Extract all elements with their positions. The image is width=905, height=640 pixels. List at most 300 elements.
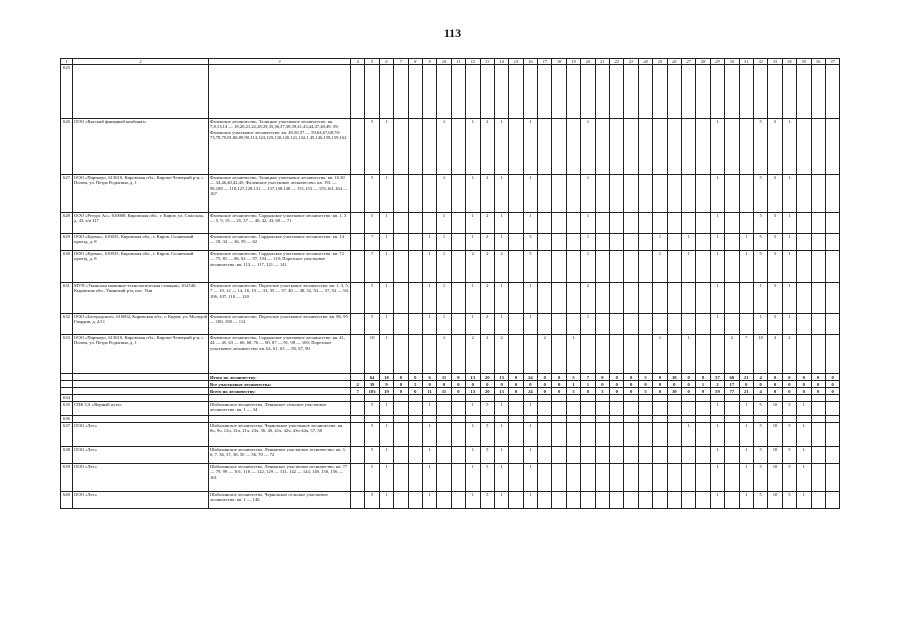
value-cell [538,447,552,464]
value-cell [797,395,811,402]
value-cell: 1 [753,314,767,335]
total-value-cell: 10 [667,374,681,381]
value-cell [739,119,753,175]
total-value-cell: 11 [437,374,451,381]
value-cell [379,416,393,423]
value-cell: 2 [581,283,595,314]
table-row [61,314,840,335]
value-cell: 1 [653,335,667,374]
total-value-cell: 0 [480,381,494,388]
value-cell [610,447,624,464]
total-value-cell: 0 [538,374,552,381]
value-cell [351,423,365,447]
value-cell [696,234,710,251]
value-cell [696,395,710,402]
value-cell: 1 [523,492,537,509]
value-cell [509,213,523,234]
total-value-cell: 13 [494,374,508,381]
total-value-cell: 0 [509,374,523,381]
value-cell [696,416,710,423]
value-cell [653,447,667,464]
value-cell: 1 [710,234,724,251]
value-cell: 1 [379,283,393,314]
value-cell: 5 [365,314,379,335]
value-cell [681,447,695,464]
value-cell [451,423,465,447]
value-cell: 5 [768,314,782,335]
value-cell: 2 [480,234,494,251]
total-value-cell: 8 [581,388,595,395]
value-cell [811,447,825,464]
value-cell [667,234,681,251]
value-cell [437,402,451,416]
value-cell [408,314,422,335]
value-cell [552,234,566,251]
value-cell [725,416,739,423]
total-value-cell: 0 [681,388,695,395]
location-cell: Фаленское лесничество, Сардыкское участковое лесничество: кв. 72 — 75, 81 — 86, 92 — 97, 104 — 110; Порезское участковое лесничество: кв. 113 — 117, 121 — 141 [209,251,351,283]
value-cell [494,416,508,423]
value-cell: 5 [782,402,796,416]
total-value-cell: 0 [825,381,839,388]
totals-label: Всего по лесничеству: [209,388,351,395]
value-cell: 1 [379,175,393,213]
value-cell: 5 [782,423,796,447]
value-cell [552,402,566,416]
value-cell [624,175,638,213]
value-cell [408,423,422,447]
value-cell [408,395,422,402]
value-cell [739,213,753,234]
column-number: 20 [581,59,595,65]
organization-cell [73,65,209,119]
value-cell: 1 [739,234,753,251]
total-value-cell: 0 [408,374,422,381]
value-cell [437,395,451,402]
value-cell [451,464,465,492]
total-value-cell: 0 [437,381,451,388]
value-cell [509,416,523,423]
value-cell: 10 [768,402,782,416]
total-value-cell: 64 [365,374,379,381]
value-cell [653,464,667,492]
value-cell [365,395,379,402]
value-cell: 1 [681,234,695,251]
value-cell [797,283,811,314]
total-value-cell: 24 [523,388,537,395]
value-cell: 1 [797,464,811,492]
value-cell [538,251,552,283]
value-cell [365,65,379,119]
value-cell [451,213,465,234]
value-cell: 1 [379,234,393,251]
value-cell [667,447,681,464]
value-cell: 1 [566,335,580,374]
value-cell [610,314,624,335]
row-number: 628 [61,213,73,234]
total-value-cell: 3 [595,388,609,395]
value-cell [581,402,595,416]
value-cell [538,234,552,251]
value-cell [408,283,422,314]
value-cell: 1 [710,283,724,314]
value-cell [494,395,508,402]
value-cell: 10 [365,335,379,374]
value-cell: 1 [710,402,724,416]
value-cell [624,492,638,509]
value-cell [797,119,811,175]
total-value-cell: 5 [566,374,580,381]
value-cell [797,213,811,234]
value-cell [624,402,638,416]
value-cell [667,314,681,335]
organization-cell: ООО «Вятский фанерный комбинат» [73,119,209,175]
value-cell: 5 [523,234,537,251]
value-cell: 5 [753,119,767,175]
column-number: 27 [681,59,695,65]
value-cell [624,65,638,119]
value-cell [509,314,523,335]
total-value-cell: 77 [725,388,739,395]
row-number: 637 [61,423,73,447]
value-cell [480,416,494,423]
value-cell [581,423,595,447]
value-cell [768,395,782,402]
value-cell: 10 [768,464,782,492]
organization-cell [73,416,209,423]
value-cell [451,402,465,416]
value-cell: 5 [480,447,494,464]
value-cell: 5 [782,492,796,509]
value-cell [351,492,365,509]
value-cell: 1 [466,175,480,213]
value-cell [394,464,408,492]
value-cell [610,464,624,492]
total-value-cell: 2 [710,381,724,388]
value-cell [437,423,451,447]
value-cell: 5 [480,423,494,447]
value-cell [566,447,580,464]
row-number: 625 [61,65,73,119]
value-cell: 1 [466,423,480,447]
value-cell [696,402,710,416]
value-cell: 1 [797,447,811,464]
value-cell [739,416,753,423]
value-cell [437,492,451,509]
organization-cell [73,381,209,388]
value-cell [394,423,408,447]
value-cell [408,464,422,492]
value-cell [595,119,609,175]
value-cell [451,175,465,213]
value-cell [624,416,638,423]
total-value-cell: 7 [351,388,365,395]
organization-cell: СПК СА «Верный путь» [73,402,209,416]
value-cell [351,447,365,464]
value-cell: 1 [653,234,667,251]
value-cell [408,416,422,423]
value-cell [394,335,408,374]
row-number [61,388,73,395]
row-number: 639 [61,464,73,492]
row-number: 640 [61,492,73,509]
value-cell [394,65,408,119]
value-cell: 10 [768,423,782,447]
total-value-cell: 6 [422,374,436,381]
column-number: 31 [739,59,753,65]
value-cell [351,402,365,416]
value-cell [681,416,695,423]
value-cell [538,402,552,416]
value-cell [710,335,724,374]
value-cell [696,492,710,509]
total-value-cell: 0 [494,381,508,388]
value-cell [595,423,609,447]
value-cell [595,416,609,423]
value-cell: 1 [422,251,436,283]
value-cell [538,423,552,447]
value-cell [624,283,638,314]
value-cell [638,395,652,402]
value-cell [451,395,465,402]
value-cell [753,65,767,119]
value-cell [681,492,695,509]
value-cell [408,65,422,119]
value-cell: 1 [710,213,724,234]
total-value-cell: 20 [480,388,494,395]
row-number [61,381,73,388]
value-cell [408,234,422,251]
value-cell [797,65,811,119]
value-cell [509,234,523,251]
value-cell: 7 [365,251,379,283]
value-cell [480,395,494,402]
location-cell: Фаленское лесничество, Талицкое участковое лесничество: кв. 7,8,13,14 — 18,20,21,22,28,29,35,36,37,38,39,41,43,44,47,48,49, 59; Фаленское участковое лесничество: кв. 49,50,57 — 59,64,67,68,70- 73,78,79,81,86,89,90,114,124,129,130,140,141,142,1 45,146,158,159,162 [209,119,351,175]
totals-label: Все участковые лесничества: [209,381,351,388]
value-cell: 1 [739,402,753,416]
total-value-cell: 1 [696,381,710,388]
value-cell [624,234,638,251]
value-cell [566,251,580,283]
value-cell: 5 [753,402,767,416]
column-number: 19 [566,59,580,65]
value-cell [595,395,609,402]
total-value-cell: 19 [379,388,393,395]
value-cell: 1 [710,464,724,492]
total-value-cell: 0 [681,381,695,388]
value-cell [351,234,365,251]
column-number: 13 [480,59,494,65]
column-number: 26 [667,59,681,65]
value-cell [523,65,537,119]
value-cell: 1 [739,464,753,492]
value-cell [451,335,465,374]
total-value-cell: 39 [365,381,379,388]
total-value-cell: 0 [451,374,465,381]
row-number: 636 [61,416,73,423]
value-cell [538,395,552,402]
column-number: 14 [494,59,508,65]
value-cell [825,464,839,492]
value-cell [351,175,365,213]
column-number: 28 [696,59,710,65]
value-cell [365,416,379,423]
column-number: 15 [509,59,523,65]
value-cell [581,492,595,509]
column-number: 1 [61,59,73,65]
value-cell [725,251,739,283]
value-cell [552,395,566,402]
row-number: 626 [61,119,73,175]
location-cell: Фаленское лесничество, Порезское участковое лесничество: кв. 1, 3, 5, 7 — 10, 12 — 14, 16, 19 — 33, 35 — 37, 40 — 48, 52, 54 — 57, 52 — 94, 106, 107, 118 — 120 [209,283,351,314]
value-cell [581,65,595,119]
value-cell [638,423,652,447]
value-cell: 1 [494,283,508,314]
value-cell [394,283,408,314]
value-cell [552,447,566,464]
value-cell [566,283,580,314]
value-cell [610,335,624,374]
column-number: 21 [595,59,609,65]
total-value-cell: 4 [753,374,767,381]
value-cell [394,314,408,335]
value-cell: 1 [581,213,595,234]
value-cell [552,283,566,314]
value-cell [638,492,652,509]
value-cell [595,65,609,119]
value-cell [595,464,609,492]
value-cell [566,416,580,423]
value-cell: 1 [523,402,537,416]
value-cell [581,335,595,374]
value-cell: 2 [480,251,494,283]
total-value-cell: 0 [653,381,667,388]
value-cell: 2 [782,335,796,374]
total-value-cell: 0 [782,388,796,395]
value-cell [552,464,566,492]
value-cell: 5 [365,283,379,314]
total-value-cell [351,374,365,381]
total-value-cell: 0 [509,388,523,395]
value-cell [797,251,811,283]
value-cell: 1 [494,423,508,447]
value-cell: 1 [379,402,393,416]
total-value-cell: 0 [768,381,782,388]
value-cell [638,416,652,423]
organization-cell: МУП «Унинская машинно-технологическая станция», 612540, Кировская обл., Унинский р-н, пос. Уни [73,283,209,314]
value-cell: 1 [379,119,393,175]
value-cell [509,402,523,416]
value-cell [739,314,753,335]
value-cell [509,492,523,509]
value-cell [351,335,365,374]
value-cell: 5 [365,447,379,464]
location-cell: Фаленское лесничество, Талицкое участковое лесничество: кв. 16,30 — 34,46,40,42,45; Фаленское участковое лесничество: кв. 191 — 98,108 — 110,127,128,131 — 137,138,148 — 151,153 — 155,161,164 — 167 [209,175,351,213]
location-cell [209,395,351,402]
total-value-cell: 0 [797,388,811,395]
value-cell [782,416,796,423]
total-value-cell: 0 [394,388,408,395]
total-value-cell: 5 [566,388,580,395]
value-cell [451,314,465,335]
value-cell: 2 [480,119,494,175]
value-cell [581,447,595,464]
value-cell: 1 [494,447,508,464]
value-cell [595,335,609,374]
value-cell: 1 [437,314,451,335]
value-cell [638,175,652,213]
value-cell [351,283,365,314]
value-cell [638,402,652,416]
value-cell: 1 [437,283,451,314]
value-cell [825,234,839,251]
value-cell [351,119,365,175]
value-cell [825,423,839,447]
value-cell [811,416,825,423]
value-cell [394,119,408,175]
value-cell [610,251,624,283]
value-cell [725,65,739,119]
value-cell: 7 [365,234,379,251]
value-cell [422,119,436,175]
value-cell [351,213,365,234]
total-value-cell: 0 [538,388,552,395]
total-value-cell: 0 [408,388,422,395]
value-cell [667,65,681,119]
table-row [61,447,840,464]
total-value-cell: 0 [753,381,767,388]
total-value-cell: 9 [696,388,710,395]
total-value-cell: 60 [725,374,739,381]
value-cell: 5 [365,175,379,213]
column-number: 16 [523,59,537,65]
value-cell: 1 [422,447,436,464]
value-cell [696,314,710,335]
total-value-cell: 0 [638,381,652,388]
value-cell [595,402,609,416]
value-cell [394,234,408,251]
total-value-cell: 10 [667,388,681,395]
totals-row [61,388,840,395]
value-cell [595,251,609,283]
value-cell [638,213,652,234]
value-cell: 1 [523,119,537,175]
value-cell: 5 [768,213,782,234]
total-value-cell: 17 [725,381,739,388]
value-cell: 5 [768,175,782,213]
value-cell [610,402,624,416]
value-cell [566,175,580,213]
value-cell [422,65,436,119]
value-cell: 5 [753,213,767,234]
total-value-cell: 0 [811,381,825,388]
value-cell [509,395,523,402]
total-value-cell: 0 [422,381,436,388]
total-value-cell: 4 [753,388,767,395]
value-cell [552,423,566,447]
value-cell: 5 [365,464,379,492]
value-cell [451,119,465,175]
organization-cell: ООО «Богородское», 610002, Кировская обл., г. Киров, ул. Молодой Гвардии, д. 4/11 [73,314,209,335]
value-cell [825,175,839,213]
value-cell [538,314,552,335]
row-number: 634 [61,395,73,402]
total-value-cell: 0 [610,381,624,388]
value-cell: 5 [768,251,782,283]
value-cell: 1 [710,314,724,335]
value-cell [408,492,422,509]
totals-row [61,381,840,388]
